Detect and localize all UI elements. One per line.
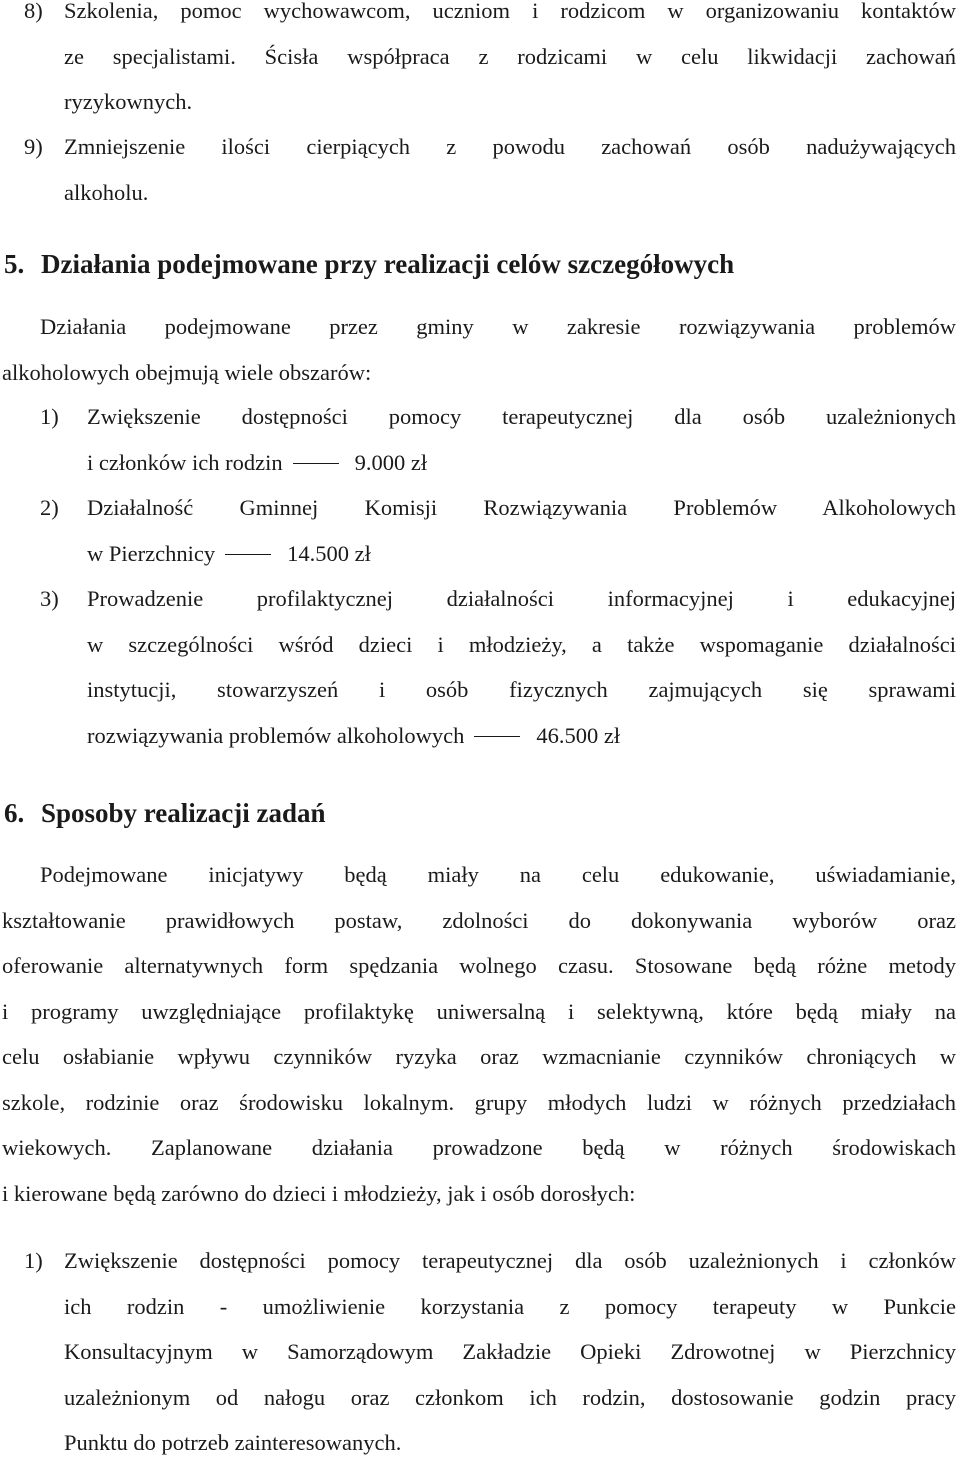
dash-separator: [225, 554, 271, 556]
paragraph-line: wiekowych. Zaplanowane działania prowadzone będą w różnych środowiskach: [2, 1135, 956, 1160]
section-5-heading: [4, 244, 734, 284]
list-item-text-line: Zmniejszenie ilości cierpiących z powodu zachowań osób nadużywających: [64, 134, 956, 159]
list-item-text-line: alkoholu.: [64, 179, 149, 205]
section-5-intro: [2, 304, 956, 395]
dash-separator: [293, 463, 339, 465]
list-item-last-line: [87, 713, 956, 759]
list-item-text-line: Punktu do potrzeb zainteresowanych.: [64, 1430, 402, 1455]
list-item-text-line: w szczególności wśród dzieci i młodzieży, a także wspomaganie działalności: [87, 631, 956, 657]
section-number: 5.: [4, 249, 25, 279]
list-item-text-line: Działalność Gminnej Komisji Rozwiązywania Problemów Alkoholowych: [87, 495, 956, 520]
list-number: 1): [40, 404, 59, 429]
paragraph-line: szkole, rodzinie oraz środowisku lokalnym. grupy młodych ludzi w różnych przedziałach: [2, 1089, 956, 1115]
list-item-text: w Pierzchnicy: [87, 540, 216, 566]
list-number: 3): [40, 586, 59, 611]
paragraph-line: kształtowanie prawidłowych postaw, zdolności do dokonywania wyborów oraz: [2, 907, 956, 933]
list-item-text-line: Szkolenia, pomoc wychowawcom, uczniom i rodzicom w organizowaniu kontaktów: [64, 0, 956, 23]
section-title: Sposoby realizacji zadań: [41, 798, 326, 828]
list-item-text-line: uzależnionym od nałogu oraz członkom ich rodzin, dostosowanie godzin pracy: [64, 1384, 956, 1410]
list-item-text: i członków ich rodzin: [87, 449, 283, 475]
list-item-last-line: [87, 531, 956, 577]
paragraph-line: Działania podejmowane przez gminy w zakresie rozwiązywania problemów: [40, 314, 956, 339]
paragraph-line: oferowanie alternatywnych form spędzania wolnego czasu. Stosowane będą różne metody: [2, 953, 956, 978]
list-item-text-line: instytucji, stowarzyszeń i osób fizycznych zajmujących się sprawami: [87, 677, 956, 702]
list-item-last-line: [87, 440, 956, 486]
list-item-text-line: ryzykownych.: [64, 89, 193, 114]
list-number: 2): [40, 495, 59, 520]
section-6-paragraph: [2, 852, 956, 1216]
list-number: 8): [24, 0, 43, 23]
list-item-text-line: Konsultacyjnym w Samorządowym Zakładzie Opieki Zdrowotnej w Pierzchnicy: [64, 1339, 956, 1364]
paragraph-line: i kierowane będą zarówno do dzieci i młodzieży, jak i osób dorosłych:: [2, 1180, 636, 1206]
list-item-text-line: ich rodzin - umożliwienie korzystania z pomocy terapeuty w Punkcie: [64, 1293, 956, 1319]
list-item-text-line: ze specjalistami. Ścisła współpraca z rodzicami w celu likwidacji zachowań: [64, 43, 956, 69]
list-item-text-line: Zwiększenie dostępności pomocy terapeutycznej dla osób uzależnionych i członków: [64, 1248, 956, 1273]
amount: 46.500 zł: [536, 722, 621, 748]
paragraph-line: i programy uwzględniające profilaktykę uniwersalną i selektywną, które będą miały na: [2, 998, 956, 1024]
dash-separator: [474, 736, 520, 738]
section-number: 6.: [4, 798, 25, 828]
section-title: Działania podejmowane przy realizacji celów szczegółowych: [41, 249, 735, 279]
section-6-heading: [4, 793, 326, 833]
amount: 14.500 zł: [287, 540, 371, 566]
list-item-text-line: Prowadzenie profilaktycznej działalności informacyjnej i edukacyjnej: [87, 586, 956, 611]
amount: 9.000 zł: [354, 449, 428, 475]
list-number: 9): [24, 134, 43, 159]
paragraph-line: Podejmowane inicjatywy będą miały na celu edukowanie, uświadamianie,: [40, 862, 956, 887]
list-number: 1): [24, 1248, 43, 1273]
list-item-text: rozwiązywania problemów alkoholowych: [87, 722, 465, 748]
paragraph-line: alkoholowych obejmują wiele obszarów:: [2, 359, 372, 385]
list-item-text-line: Zwiększenie dostępności pomocy terapeutycznej dla osób uzależnionych: [87, 404, 956, 429]
paragraph-line: celu osłabianie wpływu czynników ryzyka oraz wzmacnianie czynników chroniących w: [2, 1044, 956, 1069]
